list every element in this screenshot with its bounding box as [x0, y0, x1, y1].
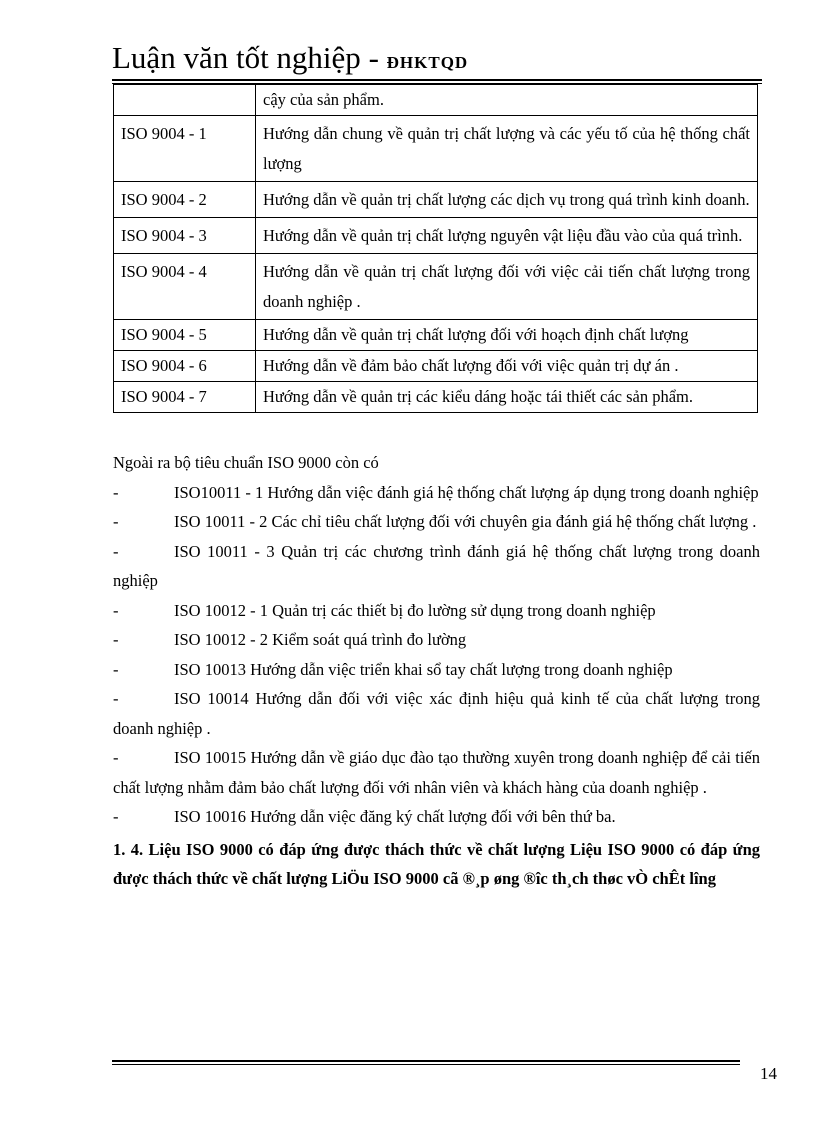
- table-cell-code: ISO 9004 - 3: [114, 218, 256, 254]
- list-item-text: ISO10011 - 1 Hướng dẫn việc đánh giá hệ thống chất lượng áp dụng trong doanh nghiệp: [174, 482, 759, 502]
- table-cell-code: ISO 9004 - 1: [114, 116, 256, 182]
- table-cell-code: ISO 9004 - 2: [114, 182, 256, 218]
- header-rule: [112, 79, 762, 81]
- list-item-text: ISO 10012 - 2 Kiểm soát quá trình đo lường: [174, 630, 467, 649]
- table-cell-desc: Hướng dẫn chung về quản trị chất lượng và các yếu tố của hệ thống chất lượng: [256, 116, 758, 182]
- page-header: [112, 40, 762, 76]
- page-number: 14: [760, 1064, 777, 1083]
- bullet-dash: -: [113, 630, 119, 649]
- header-separator: -: [360, 40, 387, 75]
- footer-rule-thin: [112, 1064, 740, 1065]
- table-row: [114, 382, 758, 413]
- table-cell-desc: Hướng dẫn về quản trị chất lượng các dịch vụ trong quá trình kinh doanh.: [256, 182, 758, 218]
- list-item: [113, 684, 760, 743]
- bullet-dash: -: [113, 689, 119, 708]
- list-item-text: ISO 10013 Hướng dẫn việc triển khai sổ tay chất lượng trong doanh nghiệp: [174, 659, 673, 679]
- list-item: [113, 743, 760, 802]
- table-cell-desc: Hướng dẫn về đảm bảo chất lượng đối với việc quản trị dự án .: [256, 351, 758, 382]
- table-cell-desc: Hướng dẫn về quản trị chất lượng đối với việc cải tiến chất lượng trong doanh nghiệp .: [256, 254, 758, 320]
- table-row: [114, 351, 758, 382]
- bullet-dash: -: [113, 807, 119, 826]
- table-row: [114, 320, 758, 351]
- table-cell-desc: Hướng dẫn về quản trị chất lượng đối với hoạch định chất lượng: [256, 320, 758, 351]
- section-heading: 1. 4. Liệu ISO 9000 có đáp ứng được thách thức về chất lượng Liệu ISO 9000 có đáp ứng được thách thức về chất lượng LiÖu ISO 9000 cã ®¸p øng ®îc th¸ch thøc vÒ chÊt lîng: [113, 839, 760, 888]
- list-item-text: ISO 10012 - 1 Quản trị các thiết bị đo lường sử dụng trong doanh nghiệp: [174, 600, 656, 620]
- list-item: [113, 478, 760, 508]
- bullet-dash: -: [113, 659, 119, 679]
- table-row: [114, 182, 758, 218]
- table-cell-code: [114, 85, 256, 116]
- table-row: [114, 116, 758, 182]
- list-item: [113, 625, 760, 655]
- table-cell-code: ISO 9004 - 4: [114, 254, 256, 320]
- table-cell-desc: Hướng dẫn về quản trị chất lượng nguyên vật liệu đầu vào của quá trình.: [256, 218, 758, 254]
- table-row: [114, 254, 758, 320]
- footer-rule: [112, 1060, 740, 1062]
- list-item-text: ISO 10014 Hướng dẫn đối với việc xác định hiệu quả kinh tế của chất lượng trong doanh nghiệp .: [113, 689, 760, 738]
- list-item: [113, 802, 760, 832]
- list-item-text: ISO 10015 Hướng dẫn về giáo dục đào tạo thường xuyên trong doanh nghiệp để cải tiến chất lượng nhằm đảm bảo chất lượng đối với nhân viên và khách hàng của doanh nghiệp .: [113, 748, 760, 797]
- body-text: [113, 448, 760, 894]
- bullet-dash: -: [113, 482, 119, 502]
- list-item: [113, 537, 760, 596]
- table-row: [114, 218, 758, 254]
- bullet-dash: -: [113, 748, 119, 767]
- header-subtitle: ĐHKTQD: [386, 53, 469, 72]
- bullet-dash: -: [113, 512, 119, 531]
- table-cell-code: ISO 9004 - 6: [114, 351, 256, 382]
- bullet-dash: -: [113, 541, 119, 561]
- table-cell-code: ISO 9004 - 5: [114, 320, 256, 351]
- list-item: [113, 507, 760, 537]
- list-item: [113, 655, 760, 685]
- intro-paragraph: Ngoài ra bộ tiêu chuẩn ISO 9000 còn có: [113, 453, 379, 472]
- table-cell-code: ISO 9004 - 7: [114, 382, 256, 413]
- table-row: [114, 85, 758, 116]
- list-item-text: ISO 10011 - 2 Các chỉ tiêu chất lượng đối với chuyên gia đánh giá hệ thống chất lượng .: [174, 512, 757, 531]
- list-item: [113, 596, 760, 626]
- table-cell-desc: cậy của sản phẩm.: [256, 85, 758, 116]
- bullet-dash: -: [113, 600, 119, 620]
- list-item-text: ISO 10011 - 3 Quản trị các chương trình đánh giá hệ thống chất lượng trong doanh nghiệp: [113, 541, 760, 590]
- list-item-text: ISO 10016 Hướng dẫn việc đăng ký chất lượng đối với bên thứ ba.: [174, 807, 616, 826]
- header-title: Luận văn tốt nghiệp: [112, 40, 361, 75]
- iso-standards-table: [113, 84, 758, 413]
- table-cell-desc: Hướng dẫn về quản trị các kiểu dáng hoặc tái thiết các sản phẩm.: [256, 382, 758, 413]
